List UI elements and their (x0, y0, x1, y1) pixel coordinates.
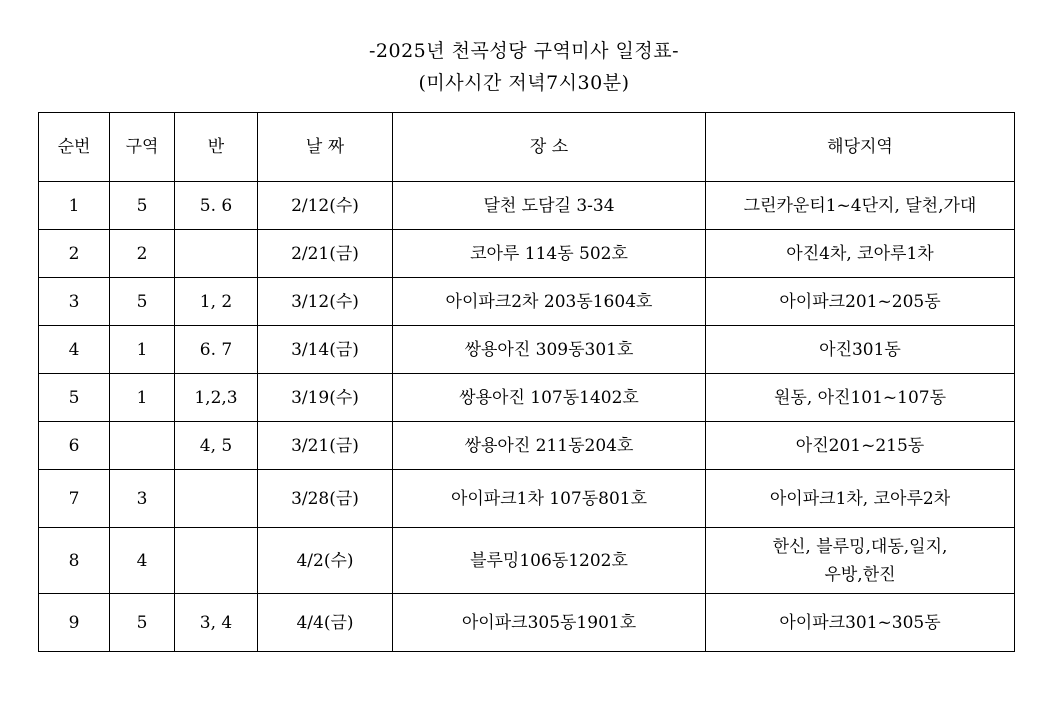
cell-place: 아이파크2차 203동1604호 (393, 278, 706, 326)
cell-ban: 1,2,3 (175, 374, 258, 422)
cell-ban: 3, 4 (175, 594, 258, 652)
cell-place: 쌍용아진 211동204호 (393, 422, 706, 470)
cell-date: 3/19(수) (258, 374, 393, 422)
cell-zone: 5 (110, 278, 175, 326)
table-row (39, 278, 1015, 326)
cell-date: 4/2(수) (258, 528, 393, 594)
table-row (39, 326, 1015, 374)
cell-area: 그린카운티1~4단지, 달천,가대 (706, 182, 1015, 230)
cell-place: 블루밍106동1202호 (393, 528, 706, 594)
cell-no: 8 (39, 528, 110, 594)
cell-place: 아이파크305동1901호 (393, 594, 706, 652)
cell-no: 5 (39, 374, 110, 422)
cell-zone: 4 (110, 528, 175, 594)
cell-ban (175, 528, 258, 594)
cell-date: 3/12(수) (258, 278, 393, 326)
cell-place: 아이파크1차 107동801호 (393, 470, 706, 528)
header-ban: 반 (175, 113, 258, 182)
cell-area: 한신, 블루밍,대동,일지, 우방,한진 (706, 528, 1015, 594)
cell-ban: 5. 6 (175, 182, 258, 230)
cell-no: 2 (39, 230, 110, 278)
cell-zone (110, 422, 175, 470)
cell-ban (175, 230, 258, 278)
cell-date: 4/4(금) (258, 594, 393, 652)
cell-no: 3 (39, 278, 110, 326)
cell-place: 쌍용아진 309동301호 (393, 326, 706, 374)
table-row (39, 182, 1015, 230)
schedule-table (38, 112, 1015, 652)
cell-zone: 1 (110, 374, 175, 422)
cell-area: 아진4차, 코아루1차 (706, 230, 1015, 278)
cell-no: 6 (39, 422, 110, 470)
cell-area: 아이파크1차, 코아루2차 (706, 470, 1015, 528)
cell-area: 원동, 아진101~107동 (706, 374, 1015, 422)
cell-zone: 1 (110, 326, 175, 374)
cell-no: 7 (39, 470, 110, 528)
cell-no: 1 (39, 182, 110, 230)
cell-date: 2/12(수) (258, 182, 393, 230)
header-place: 장 소 (393, 113, 706, 182)
cell-date: 2/21(금) (258, 230, 393, 278)
cell-date: 3/14(금) (258, 326, 393, 374)
cell-place: 코아루 114동 502호 (393, 230, 706, 278)
cell-area: 아이파크201~205동 (706, 278, 1015, 326)
table-row (39, 594, 1015, 652)
header-date: 날 짜 (258, 113, 393, 182)
cell-ban: 6. 7 (175, 326, 258, 374)
cell-area: 아이파크301~305동 (706, 594, 1015, 652)
cell-ban (175, 470, 258, 528)
page-subtitle: (미사시간 저녁7시30분) (418, 72, 630, 94)
cell-zone: 3 (110, 470, 175, 528)
table-row (39, 422, 1015, 470)
cell-date: 3/21(금) (258, 422, 393, 470)
header-zone: 구역 (110, 113, 175, 182)
header-no: 순번 (39, 113, 110, 182)
header-area: 해당지역 (706, 113, 1015, 182)
cell-ban: 4, 5 (175, 422, 258, 470)
table-row (39, 230, 1015, 278)
table-header-row (39, 113, 1015, 182)
cell-place: 달천 도담길 3-34 (393, 182, 706, 230)
cell-zone: 2 (110, 230, 175, 278)
cell-no: 9 (39, 594, 110, 652)
cell-zone: 5 (110, 594, 175, 652)
table-row (39, 470, 1015, 528)
cell-place: 쌍용아진 107동1402호 (393, 374, 706, 422)
cell-ban: 1, 2 (175, 278, 258, 326)
page-title: -2025년 천곡성당 구역미사 일정표- (368, 40, 680, 62)
cell-no: 4 (39, 326, 110, 374)
cell-zone: 5 (110, 182, 175, 230)
cell-date: 3/28(금) (258, 470, 393, 528)
cell-area: 아진201~215동 (706, 422, 1015, 470)
table-row (39, 528, 1015, 594)
table-row (39, 374, 1015, 422)
cell-area: 아진301동 (706, 326, 1015, 374)
